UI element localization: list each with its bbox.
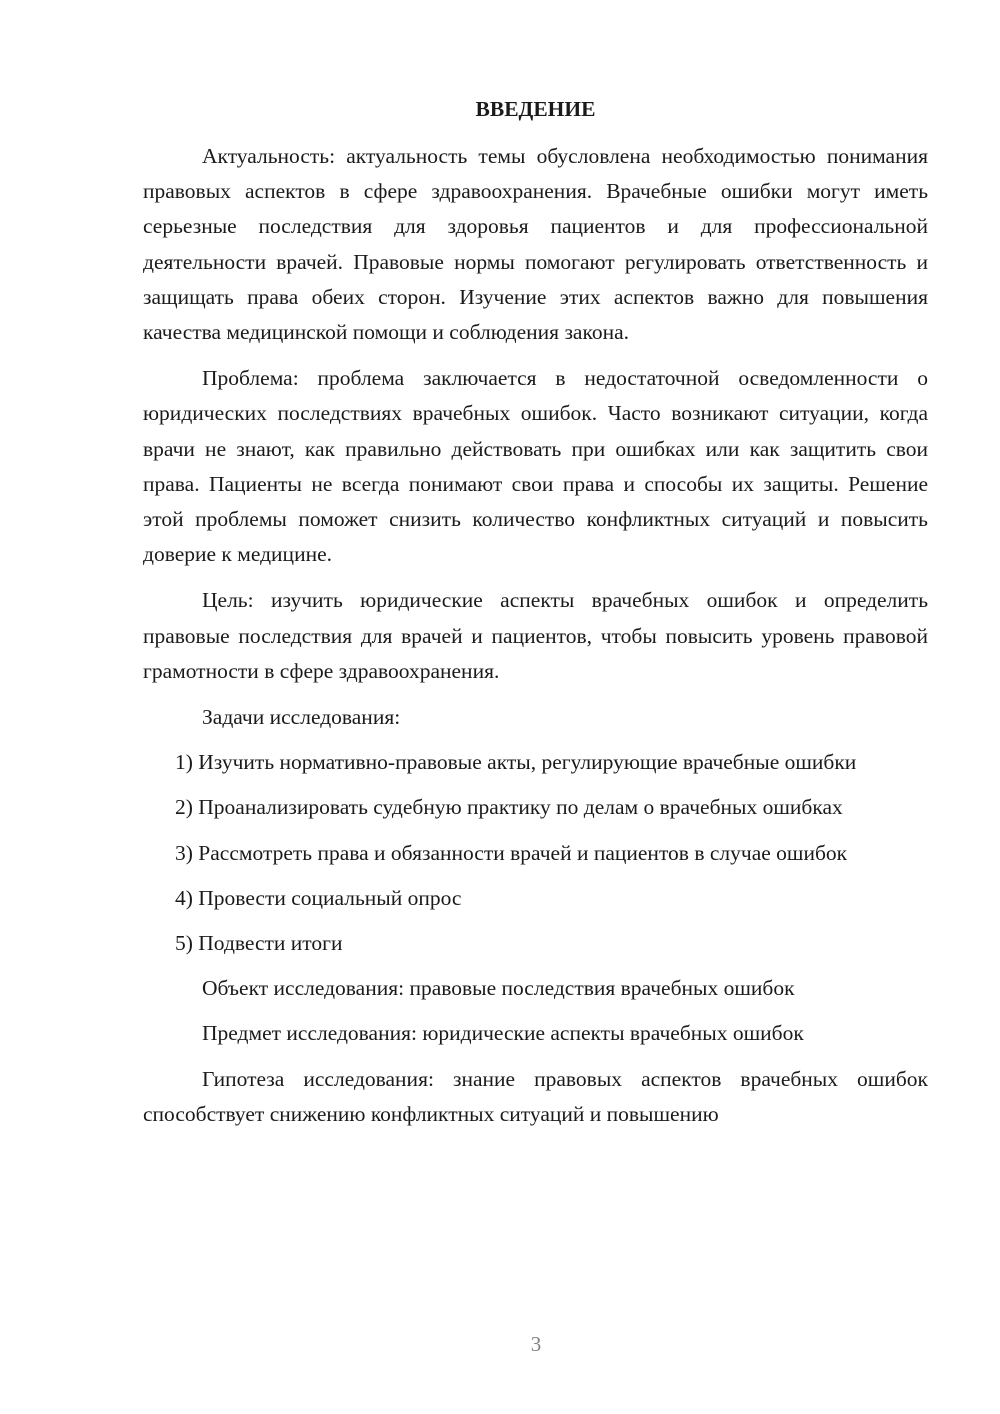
page-content xyxy=(143,92,928,1143)
goal-paragraph: Цель: изучить юридические аспекты врачебных ошибок и определить правовые последствия для врачей и пациентов, чтобы повысить уровень правовой грамотности в сфере здравоохранения. xyxy=(143,588,928,683)
task-item-2: 2) Проанализировать судебную практику по делам о врачебных ошибках xyxy=(175,795,843,820)
hypothesis-paragraph: Гипотеза исследования: знание правовых аспектов врачебных ошибок способствует снижению конфликтных ситуаций и повышению xyxy=(143,1066,928,1126)
relevance-paragraph: Актуальность: актуальность темы обусловлена необходимостью понимания правовых аспектов в сфере здравоохранения. Врачебные ошибки могут иметь серьезные последствия для здоровья пациентов и для профессиональной деятельности врачей. Правовые нормы помогают регулировать ответственность и защищать права обеих сторон. Изучение этих аспектов важно для повышения качества медицинской помощи и соблюдения закона. xyxy=(143,144,928,345)
research-subject: Предмет исследования: юридические аспекты врачебных ошибок xyxy=(202,1021,804,1046)
problem-paragraph: Проблема: проблема заключается в недостаточной осведомленности о юридических последствиях врачебных ошибок. Часто возникают ситуации, когда врачи не знают, как правильно действовать при ошибках или как защитить свои права. Пациенты не всегда понимают свои права и способы их защиты. Решение этой проблемы поможет снизить количество конфликтных ситуаций и повысить доверие к медицине. xyxy=(143,366,928,567)
page-title: ВВЕДЕНИЕ xyxy=(475,97,596,121)
task-item-3: 3) Рассмотреть права и обязанности врачей и пациентов в случае ошибок xyxy=(175,840,848,865)
tasks-heading: Задачи исследования: xyxy=(202,705,401,730)
research-object: Объект исследования: правовые последствия врачебных ошибок xyxy=(202,976,795,1001)
task-item-5: 5) Подвести итоги xyxy=(175,931,343,956)
task-item-4: 4) Провести социальный опрос xyxy=(175,885,462,910)
task-item-1: 1) Изучить нормативно-правовые акты, регулирующие врачебные ошибки xyxy=(175,750,857,775)
page-number: 3 xyxy=(530,1332,542,1356)
